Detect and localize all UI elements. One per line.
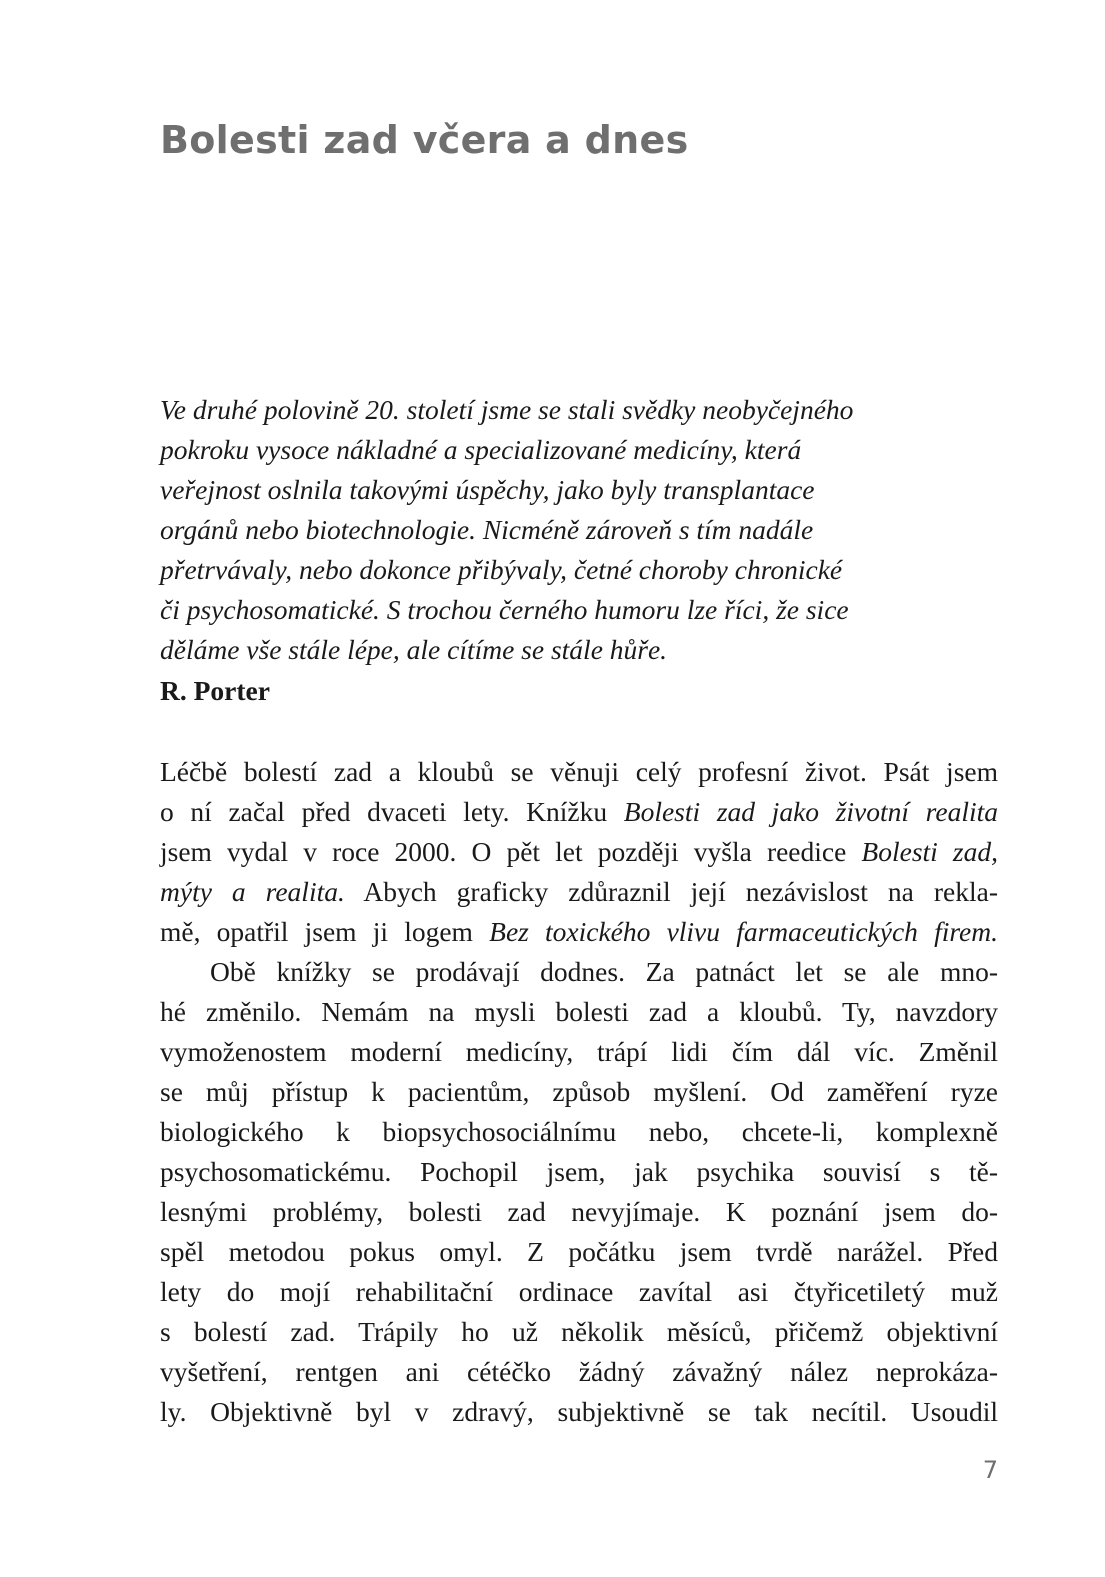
body-text-run: mě, opatřil jsem ji logem [160,916,490,947]
body-line: psychosomatickému. Pochopil jsem, jak psychika souvisí s tě- [160,1156,998,1187]
page-number: 7 [982,1456,998,1484]
logo-text-italic: Bez toxického vlivu farmaceutických firem. [489,916,998,947]
epigraph-quote [160,390,960,670]
page-title: Bolesti zad včera a dnes [160,118,689,162]
body-line [160,912,998,952]
body-line: s bolestí zad. Trápily ho už několik měsíců, přičemž objektivní [160,1316,998,1347]
body-line: se můj přístup k pacientům, způsob myšlení. Od zaměření ryze [160,1076,998,1107]
body-line: lety do mojí rehabilitační ordinace zavítal asi čtyřicetiletý muž [160,1276,998,1307]
body-text-run: jsem vydal v roce 2000. O pět let později vyšla reedice [160,836,862,867]
body-line: ly. Objektivně byl v zdravý, subjektivně se tak necítil. Usoudil [160,1396,998,1427]
body-line: biologického k biopsychosociálnímu nebo, chcete-li, komplexně [160,1116,998,1147]
epigraph-line: orgánů nebo biotechnologie. Nicméně zároveň s tím nadále [160,514,814,545]
epigraph-line: veřejnost oslnila takovými úspěchy, jako byly transplantace [160,474,815,505]
body-text [160,752,998,1432]
epigraph-author: R. Porter [160,675,270,706]
epigraph-line: Ve druhé polovině 20. století jsme se stali svědky neobyčejného [160,394,854,425]
body-line: Léčbě bolestí zad a kloubů se věnuji celý profesní život. Psát jsem [160,756,998,787]
book-title-italic: Bolesti zad, [861,836,998,867]
body-line: spěl metodou pokus omyl. Z počátku jsem tvrdě narážel. Před [160,1236,998,1267]
body-line: lesnými problémy, bolesti zad nevyjímaje. K poznání jsem do- [160,1196,998,1227]
body-line [160,872,998,912]
book-title-italic: mýty a realita. [160,876,345,907]
epigraph-line: pokroku vysoce nákladné a specializované medicíny, která [160,434,802,465]
body-line: Obě knížky se prodávají dodnes. Za patnáct let se ale mno- [210,956,998,987]
epigraph-line: přetrvávaly, nebo dokonce přibývaly, četné choroby chronické [160,554,843,585]
epigraph-line: děláme vše stále lépe, ale cítíme se stále hůře. [160,634,668,665]
body-line [160,792,998,832]
body-text-run: o ní začal před dvaceti lety. Knížku [160,796,624,827]
body-line: hé změnilo. Nemám na mysli bolesti zad a kloubů. Ty, navzdory [160,996,998,1027]
body-line [160,832,998,872]
body-line: vymoženostem moderní medicíny, trápí lidi čím dál víc. Změnil [160,1036,998,1067]
book-title-italic: Bolesti zad jako životní realita [623,796,998,827]
epigraph-line: či psychosomatické. S trochou černého humoru lze říci, že sice [160,594,849,625]
body-line: vyšetření, rentgen ani cétéčko žádný závažný nález neprokáza- [160,1356,998,1387]
body-text-run: Abych graficky zdůraznil její nezávislost na rekla- [344,876,998,907]
